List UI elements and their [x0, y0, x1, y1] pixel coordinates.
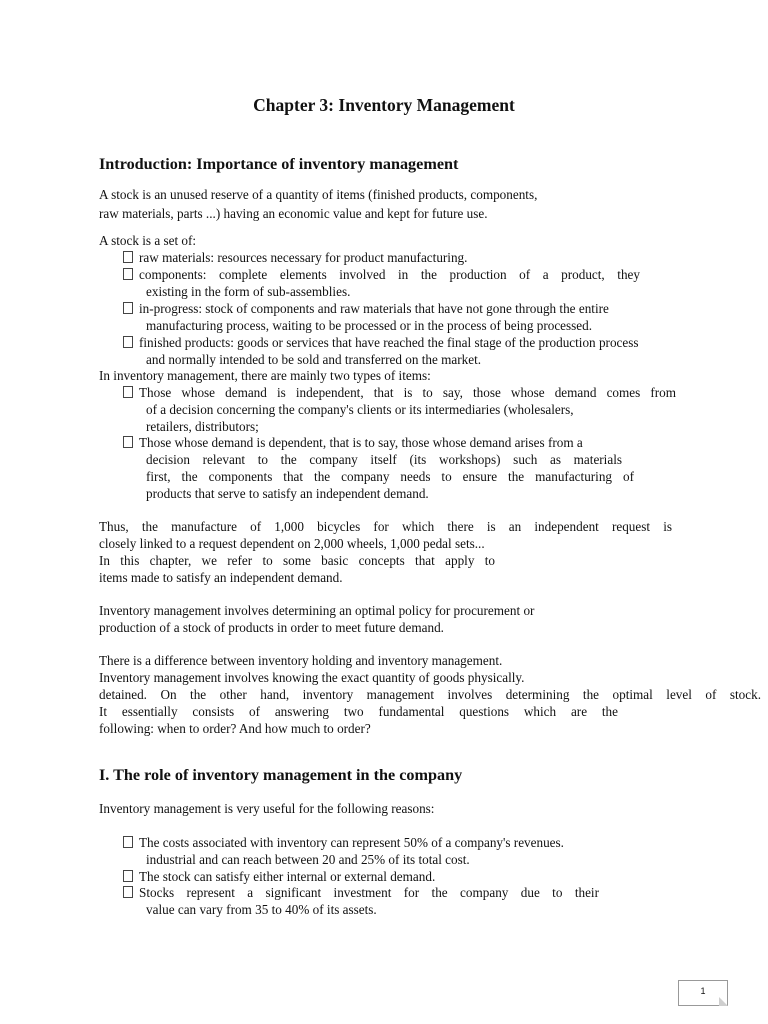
paragraph-line: Inventory management involves determining an optimal policy for procurement or	[99, 603, 535, 618]
list-item: finished products: goods or services that have reached the final stage of the production process	[123, 334, 639, 351]
bullet-box-icon	[123, 268, 133, 280]
bullet-box-icon	[123, 251, 133, 263]
paragraph-line: It essentially consists of answering two fundamental questions which are the	[99, 704, 618, 719]
intro-paragraph-line: raw materials, parts ...) having an economic value and kept for future use.	[99, 206, 488, 221]
bullet-box-icon	[123, 302, 133, 314]
paragraph-line: In this chapter, we refer to some basic concepts that apply to	[99, 553, 495, 568]
bullet-box-icon	[123, 386, 133, 398]
list-item-continuation: retailers, distributors;	[146, 419, 259, 434]
list-item-continuation: existing in the form of sub-assemblies.	[146, 284, 351, 299]
section-intro: Inventory management is very useful for the following reasons:	[99, 801, 435, 816]
list-item: Those whose demand is independent, that is to say, those whose demand comes from	[123, 384, 676, 401]
list-item: Those whose demand is dependent, that is to say, those whose demand arises from a	[123, 434, 583, 451]
list-item: components: complete elements involved in the production of a product, they	[123, 266, 640, 283]
list-item-continuation: decision relevant to the company itself (its workshops) such as materials	[146, 452, 622, 467]
bullet-box-icon	[123, 436, 133, 448]
list-item-continuation: industrial and can reach between 20 and 25% of its total cost.	[146, 852, 470, 867]
list-item: raw materials: resources necessary for product manufacturing.	[123, 249, 467, 266]
chapter-title: Chapter 3: Inventory Management	[253, 95, 515, 115]
list-item: The costs associated with inventory can represent 50% of a company's revenues.	[123, 834, 564, 851]
types-intro: In inventory management, there are mainly two types of items:	[99, 368, 431, 383]
list-item-continuation: and normally intended to be sold and transferred on the market.	[146, 352, 482, 367]
bullet-box-icon	[123, 336, 133, 348]
paragraph-line: production of a stock of products in order to meet future demand.	[99, 620, 444, 635]
paragraph-line: following: when to order? And how much to order?	[99, 721, 371, 736]
section-heading: I. The role of inventory management in the company	[99, 766, 463, 784]
paragraph-line: detained. On the other hand, inventory management involves determining the optimal level of stock.	[99, 687, 761, 702]
bullet-box-icon	[123, 870, 133, 882]
list-item-continuation: first, the components that the company needs to ensure the manufacturing of	[146, 469, 634, 484]
list-item-continuation: manufacturing process, waiting to be processed or in the process of being processed.	[146, 318, 593, 333]
bullet-box-icon	[123, 836, 133, 848]
list-item: Stocks represent a significant investment for the company due to their	[123, 884, 599, 901]
paragraph-line: items made to satisfy an independent demand.	[99, 570, 343, 585]
intro-heading: Introduction: Importance of inventory management	[99, 155, 459, 173]
paragraph-line: closely linked to a request dependent on 2,000 wheels, 1,000 pedal sets...	[99, 536, 485, 551]
bullet-box-icon	[123, 886, 133, 898]
list-item: The stock can satisfy either internal or external demand.	[123, 868, 435, 885]
paragraph-line: Thus, the manufacture of 1,000 bicycles for which there is an independent request is	[99, 519, 672, 534]
list-item-continuation: value can vary from 35 to 40% of its assets.	[146, 902, 377, 917]
page-number-box	[678, 980, 728, 1006]
paragraph-line: Inventory management involves knowing the exact quantity of goods physically.	[99, 670, 525, 685]
page-curl-icon	[719, 997, 728, 1006]
list-item-continuation: products that serve to satisfy an independent demand.	[146, 486, 429, 501]
paragraph-line: There is a difference between inventory holding and inventory management.	[99, 653, 503, 668]
list-item: in-progress: stock of components and raw materials that have not gone through the entire	[123, 300, 609, 317]
page-number: 1	[700, 986, 706, 996]
list-item-continuation: of a decision concerning the company's clients or its intermediaries (wholesalers,	[146, 402, 574, 417]
stock-set-intro: A stock is a set of:	[99, 233, 197, 248]
intro-paragraph-line: A stock is an unused reserve of a quantity of items (finished products, components,	[99, 187, 538, 202]
